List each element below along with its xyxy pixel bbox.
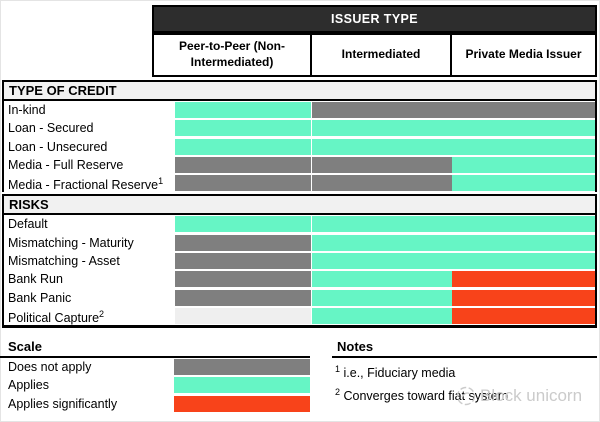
column-headers	[152, 33, 597, 77]
matrix-cell-applies	[452, 139, 595, 155]
matrix-cell-applies	[452, 235, 595, 251]
row-label	[8, 236, 134, 250]
matrix-row-media-full-reserve	[4, 156, 595, 174]
column-header-intermediated: Intermediated	[310, 35, 450, 75]
matrix-cell-applies	[312, 216, 452, 232]
matrix-cell-no	[175, 290, 311, 306]
legend-label: Does not apply	[8, 360, 92, 375]
row-label	[8, 309, 104, 325]
row-label-text: Mismatching - Asset	[8, 254, 120, 269]
legend-row-applies	[0, 376, 310, 394]
watermark	[455, 385, 582, 407]
legend-row-applies-significantly	[0, 395, 310, 413]
matrix-cell-no	[452, 102, 595, 118]
row-label	[8, 103, 46, 117]
row-label-text: Loan - Unsecured	[8, 139, 108, 154]
block-unicorn-logo-icon	[455, 385, 477, 407]
matrix-cell-significant	[452, 308, 595, 324]
section-header-risks: RISKS	[2, 194, 597, 215]
matrix-cell-no	[175, 235, 311, 251]
matrix-cell-applies	[312, 308, 452, 324]
legend-label: Applies significantly	[8, 396, 118, 411]
footnote-marker: 1	[335, 364, 341, 374]
row-label-text: In-kind	[8, 103, 46, 117]
note-text: i.e., Fiduciary media	[343, 366, 456, 381]
matrix-cell-no	[175, 157, 311, 173]
legend-swatch-significant	[174, 396, 310, 412]
footnote-marker: 1	[158, 176, 164, 187]
legend-swatch-no	[174, 359, 310, 375]
row-label-text: Bank Panic	[8, 290, 72, 305]
row-label-text: Media - Full Reserve	[8, 157, 124, 172]
matrix-row-default	[4, 215, 595, 233]
credit-issuer-matrix	[2, 80, 597, 328]
section-rows-risks	[2, 215, 597, 328]
matrix-cell-no	[312, 157, 452, 173]
matrix-cell-applies	[312, 290, 452, 306]
matrix-cell-no	[175, 253, 311, 269]
matrix-cell-applies	[452, 216, 595, 232]
matrix-cell-no	[312, 102, 452, 118]
footnote-marker: 2	[99, 308, 105, 319]
row-label-text: Mismatching - Maturity	[8, 235, 134, 250]
matrix-cell-applies	[312, 120, 452, 136]
matrix-row-mismatching-asset	[4, 252, 595, 270]
note-item-1	[332, 362, 597, 381]
legend-swatch-applies	[174, 377, 310, 393]
column-header-peer-to-peer: Peer-to-Peer (Non-Intermediated)	[178, 39, 285, 69]
notes-rule	[332, 356, 597, 358]
matrix-row-bank-panic	[4, 289, 595, 307]
matrix-cell-applies	[452, 157, 595, 173]
matrix-cell-no	[312, 175, 452, 191]
matrix-cell-applies	[312, 139, 452, 155]
row-label	[8, 140, 107, 154]
matrix-row-mismatching-maturity	[4, 234, 595, 252]
matrix-cell-blank	[175, 308, 311, 324]
row-label-text: Bank Run	[8, 272, 63, 287]
legend-items	[0, 358, 310, 413]
legend-label: Applies	[8, 378, 49, 393]
matrix-cell-applies	[175, 139, 311, 155]
matrix-cell-applies	[175, 102, 311, 118]
matrix-cell-applies	[452, 120, 595, 136]
row-label	[8, 176, 163, 192]
matrix-row-political-capture	[4, 307, 595, 325]
matrix-row-loan-unsecured	[4, 138, 595, 156]
matrix-cell-significant	[452, 290, 595, 306]
row-label	[8, 291, 71, 305]
row-label-text: Political Capture	[8, 311, 100, 326]
section-header-type-of-credit: TYPE OF CREDIT	[2, 80, 597, 101]
row-label	[8, 121, 93, 135]
matrix-cell-applies	[312, 235, 452, 251]
matrix-cell-applies	[312, 253, 452, 269]
row-label	[8, 254, 120, 268]
matrix-cell-applies	[175, 216, 311, 232]
row-label	[8, 158, 123, 172]
row-label-text: Default	[8, 217, 48, 232]
row-label-text: Loan - Secured	[8, 121, 94, 136]
footnote-marker: 2	[335, 387, 341, 398]
row-label	[8, 272, 63, 286]
matrix-cell-significant	[452, 271, 595, 287]
matrix-row-bank-run	[4, 270, 595, 288]
legend	[0, 339, 310, 413]
watermark-text: Block unicorn	[480, 386, 583, 405]
matrix-row-loan-secured	[4, 119, 595, 137]
matrix-cell-applies	[452, 253, 595, 269]
section-rows-type-of-credit	[2, 101, 597, 192]
matrix-cell-applies	[175, 120, 311, 136]
matrix-cell-applies	[312, 271, 452, 287]
note-text: Converges toward fiat system	[343, 389, 509, 404]
issuer-type-banner: ISSUER TYPE	[152, 5, 597, 33]
row-label-text: Media - Fractional Reserve	[8, 178, 159, 193]
row-label	[8, 217, 48, 231]
matrix-cell-no	[175, 271, 311, 287]
legend-row-does-not-apply	[0, 358, 310, 376]
column-header-private-media-issuer: Private Media Issuer	[450, 35, 595, 75]
matrix-row-media-fractional-reserve	[4, 174, 595, 192]
notes-title: Notes	[337, 339, 374, 354]
matrix-cell-applies	[452, 175, 595, 191]
matrix-row-in-kind	[4, 101, 595, 119]
matrix-cell-no	[175, 175, 311, 191]
legend-title: Scale	[8, 339, 42, 354]
